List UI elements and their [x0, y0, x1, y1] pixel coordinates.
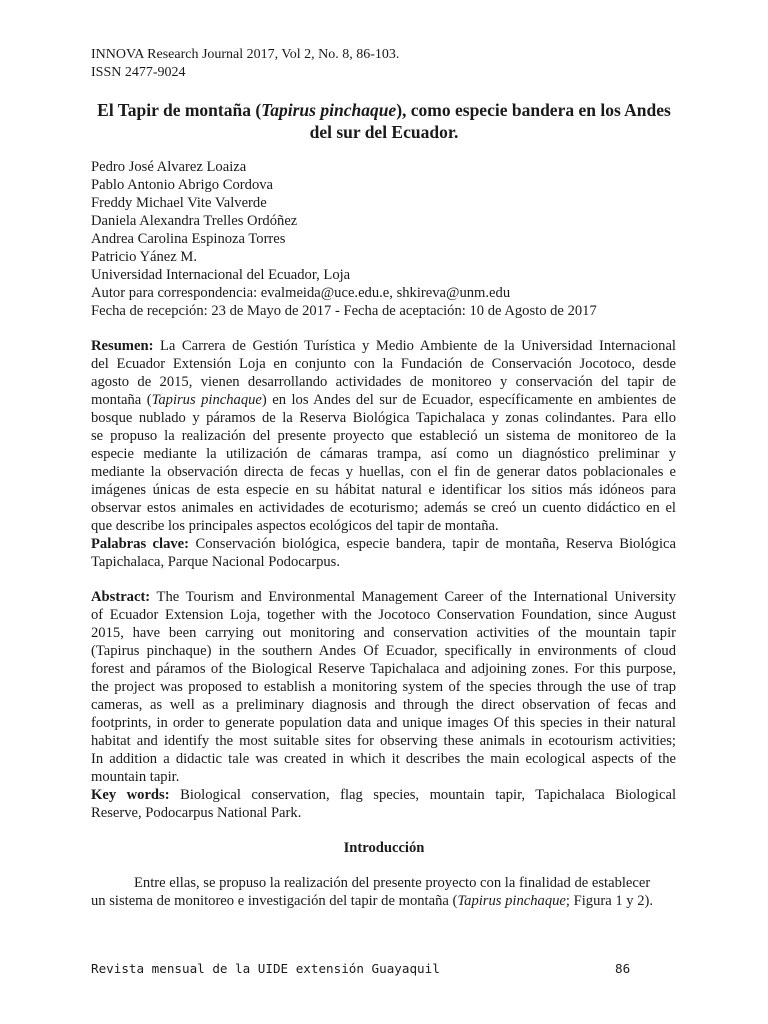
resumen-line: montaña (Tapirus pinchaque) en los Andes del sur de Ecuador, específicamente en ambientes de	[91, 392, 676, 408]
abstract-line: cameras, as well as a preliminary diagnosis and through the direct observation of fecas and	[91, 697, 676, 713]
issn: ISSN 2477-9024	[91, 65, 186, 80]
resumen-line: imágenes únicas de esta especie en su hábitat natural e identificar los sitios más idóneos para	[91, 482, 676, 498]
resumen-label: Resumen:	[91, 338, 154, 354]
abstract-line: footprints, in order to generate population data and unique images Of this species in their natural	[91, 715, 676, 731]
key-words: Key words: Biological conservation, flag species, mountain tapir, Tapichalaca Biological	[91, 787, 676, 803]
resumen-line: mediante la observación directa de fecas y huellas, con el fin de generar datos poblacionales e	[91, 464, 676, 480]
abstract-line: forest and páramos of the Biological Reserve Tapichalaca and adjoining zones. For this purpose,	[91, 661, 676, 677]
correspondence: Autor para correspondencia: evalmeida@uce.edu.e, shkireva@unm.edu	[91, 285, 511, 301]
resumen-line: Resumen: La Carrera de Gestión Turística y Medio Ambiente de la Universidad Internacional	[91, 338, 676, 354]
intro-line: un sistema de monitoreo e investigación del tapir de montaña (Tapirus pinchaque; Figura 1 y 2).	[91, 893, 654, 909]
resumen-line: que describe los principales aspectos ecológicos del tapir de montaña.	[91, 518, 499, 534]
abstract-line: habitat and identify the most suitable sites for observing these animals in ecotourism activities;	[91, 733, 676, 749]
author: Pablo Antonio Abrigo Cordova	[91, 177, 274, 193]
author: Patricio Yánez M.	[91, 249, 198, 265]
resumen-line: del Ecuador Extensión Loja en conjunto con la Fundación de Conservación Jocotoco, desde	[91, 356, 676, 372]
affiliation: Universidad Internacional del Ecuador, Loja	[91, 267, 351, 283]
abstract-line: Abstract: The Tourism and Environmental Management Career of the International University	[91, 589, 676, 605]
paper-title-line2: del sur del Ecuador.	[309, 122, 459, 142]
author: Pedro José Alvarez Loaiza	[91, 159, 247, 175]
resumen-line: bosque nublado y páramos de la Reserva Biológica Tapichalaca y zonas colindantes. Para ello	[91, 410, 676, 426]
page-number: 86	[615, 961, 631, 976]
abstract-line: 2015, have been carrying out monitoring and conservation activities of the mountain tapir	[91, 625, 676, 641]
author: Freddy Michael Vite Valverde	[91, 195, 267, 211]
abstract-line: In addition a didactic tale was created in which it describes the main ecological aspects of the	[91, 751, 676, 767]
resumen-line: especie mediante la utilización de cámaras trampa, así como un diagnóstico preliminar y	[91, 446, 676, 462]
palabras-clave: Palabras clave: Conservación biológica, especie bandera, tapir de montaña, Reserva Biológica	[91, 536, 676, 552]
dates: Fecha de recepción: 23 de Mayo de 2017 - Fecha de aceptación: 10 de Agosto de 2017	[91, 303, 597, 319]
palabras-clave-line2: Tapichalaca, Parque Nacional Podocarpus.	[91, 554, 340, 570]
paper-title: El Tapir de montaña (Tapirus pinchaque), como especie bandera en los Andes	[97, 100, 671, 120]
abstract-label: Abstract:	[91, 589, 151, 605]
intro-heading: Introducción	[343, 840, 425, 856]
journal-citation: INNOVA Research Journal 2017, Vol 2, No. 8, 86-103.	[91, 47, 400, 62]
palabras-label: Palabras clave:	[91, 536, 190, 552]
resumen-line: se propuso la realización del presente proyecto que estableció un sistema de monitoreo de la	[91, 428, 676, 444]
abstract-line: the project was proposed to establish a monitoring system of the species through the use of trap	[91, 679, 676, 695]
abstract-line: mountain tapir.	[91, 769, 180, 785]
resumen-line: observar estos animales en actividades de ecoturismo; además se creó un cuento didáctico en el	[91, 500, 676, 516]
abstract-line: of Ecuador Extension Loja, together with the Jocotoco Conservation Foundation, since August	[91, 607, 676, 623]
intro-line: Entre ellas, se propuso la realización del presente proyecto con la finalidad de establecer	[134, 875, 651, 891]
author: Daniela Alexandra Trelles Ordóñez	[91, 213, 298, 229]
key-words-line2: Reserve, Podocarpus National Park.	[91, 805, 302, 821]
key-words-label: Key words:	[91, 787, 170, 803]
abstract-line: (Tapirus pinchaque) in the southern Andes Of Ecuador, specifically in environments of cloud	[91, 643, 676, 659]
resumen-line: agosto de 2015, vienen desarrollando actividades de monitoreo y conservación del tapir de	[91, 374, 676, 390]
footer-journal: Revista mensual de la UIDE extensión Guayaquil	[91, 961, 440, 976]
author: Andrea Carolina Espinoza Torres	[91, 231, 286, 247]
